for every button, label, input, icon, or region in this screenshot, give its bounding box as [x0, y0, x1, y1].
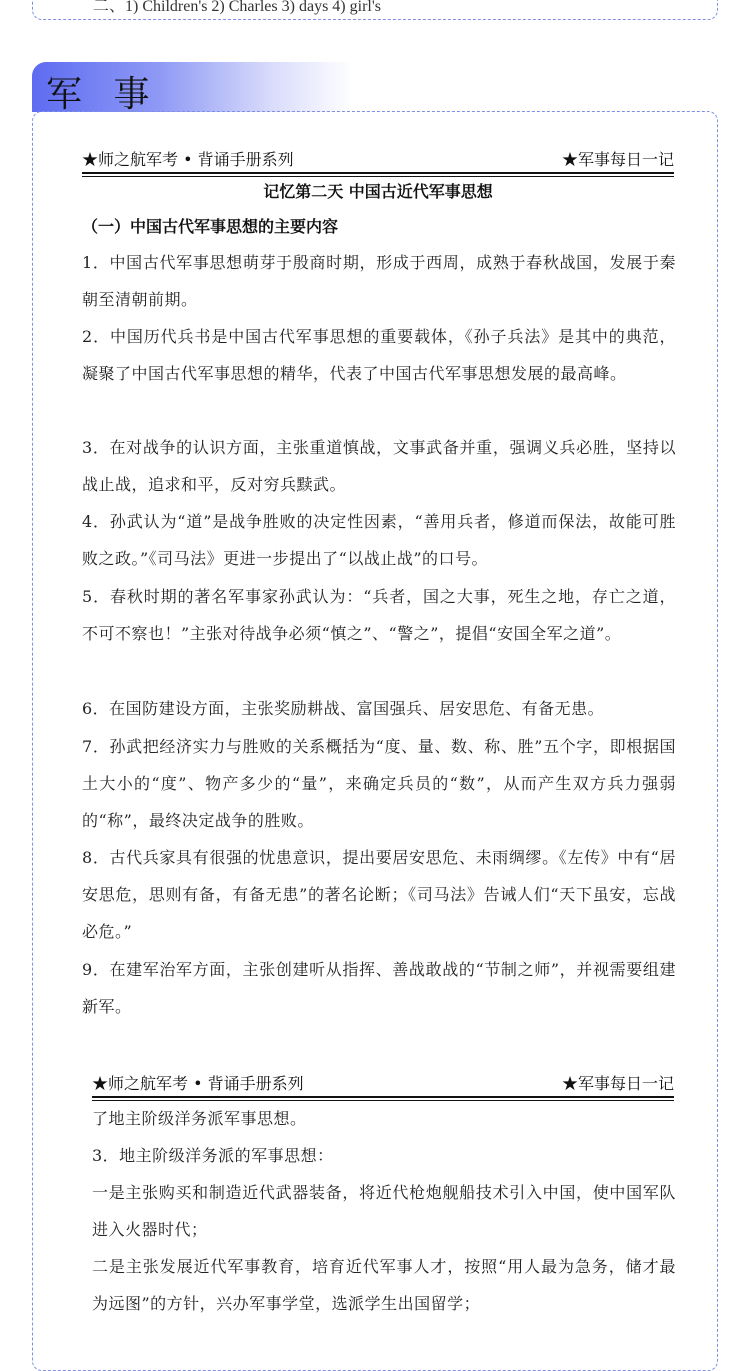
page-header: [92, 1071, 674, 1093]
paragraph: 8．古代兵家具有很强的忧患意识，提出要居安思危、未雨绸缪。《左传》中有“居安思危，思则有备，有备无患”的著名论断；《司马法》告诫人们“天下虽安，忘战必危。”: [82, 848, 676, 941]
header-rule-thick: [82, 172, 674, 174]
daily-tag: ★军事每日一记: [561, 1074, 674, 1093]
paragraph: 6．在国防建设方面，主张奖励耕战、富国强兵、居安思危、有备无患。: [82, 699, 605, 718]
paragraph: 2．中国历代兵书是中国古代军事思想的重要载体，《孙子兵法》是其中的典范，凝聚了中国古代军事思想的精华，代表了中国古代军事思想发展的最高峰。: [82, 327, 676, 383]
answer-line: 二、1) Children's 2) Charles 3) days 4) girl's: [93, 0, 381, 15]
previous-answer-card: [32, 0, 718, 20]
paragraph: 4．孙武认为“道”是战争胜败的决定性因素，“善用兵者，修道而保法，故能可胜败之政。”《司马法》更进一步提出了“以战止战”的口号。: [82, 512, 676, 568]
series-title: ★师之航军考 • 背诵手册系列: [92, 1074, 304, 1093]
section-subheading: （一）中国古代军事思想的主要内容: [82, 217, 339, 236]
paragraph: 9．在建军治军方面，主张创建听从指挥、善战敢战的“节制之师”，并视需要组建新军。: [82, 960, 676, 1016]
paragraph: 一是主张购买和制造近代武器装备，将近代枪炮舰船技术引入中国，使中国军队进入火器时代；: [92, 1183, 676, 1239]
series-title: ★师之航军考 • 背诵手册系列: [82, 150, 294, 169]
section-title: 军 事: [46, 74, 160, 115]
paragraph: 了地主阶级洋务派军事思想。: [92, 1109, 307, 1128]
paragraph: 7．孙武把经济实力与胜败的关系概括为“度、量、数、称、胜”五个字，即根据国土大小的“度”、物产多少的“量”，来确定兵员的“数”，从而产生双方兵力强弱的“称”，最终决定战争的胜败。: [82, 737, 676, 830]
header-rule-thick: [92, 1096, 674, 1098]
paragraph: 二是主张发展近代军事教育，培育近代军事人才，按照“用人最为急务，储才最为远图”的方针，兴办军事学堂，选派学生出国留学；: [92, 1257, 676, 1313]
paragraph: 1．中国古代军事思想萌芽于殷商时期，形成于西周，成熟于春秋战国，发展于秦朝至清朝前期。: [82, 253, 676, 309]
page-header: [82, 147, 674, 169]
page-title: 记忆第二天 中国古近代军事思想: [263, 182, 493, 201]
daily-tag: ★军事每日一记: [561, 150, 674, 169]
header-rule-thin: [82, 176, 674, 177]
paragraph: 3．在对战争的认识方面，主张重道慎战，文事武备并重，强调义兵必胜，坚持以战止战，追求和平，反对穷兵黩武。: [82, 438, 676, 494]
section-banner: [32, 62, 352, 115]
paragraph: 3．地主阶级洋务派的军事思想：: [92, 1146, 334, 1165]
paragraph: 5．春秋时期的著名军事家孙武认为：“兵者，国之大事，死生之地，存亡之道，不可不察也！”主张对待战争必须“慎之”、“警之”，提倡“安国全军之道”。: [82, 587, 676, 643]
